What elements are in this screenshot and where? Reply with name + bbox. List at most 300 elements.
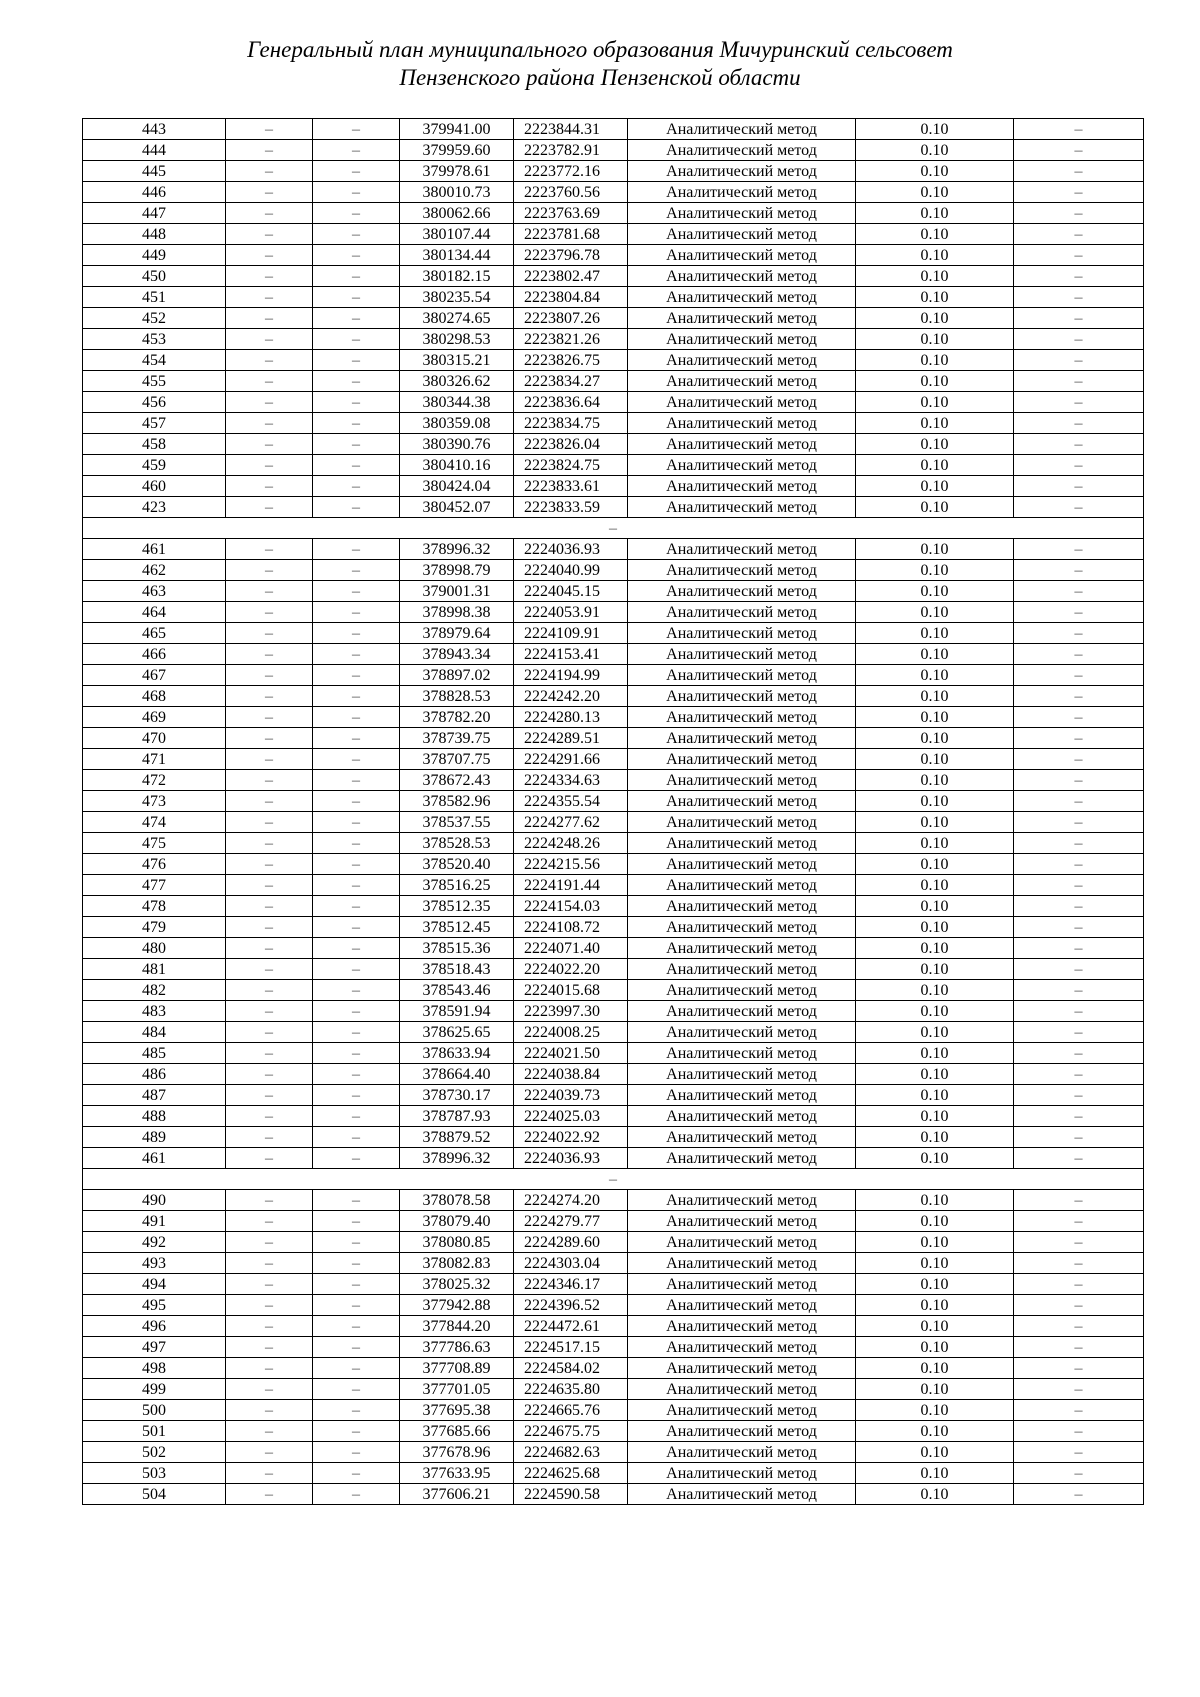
empty-dash-cell: – — [226, 329, 313, 350]
empty-dash-cell: – — [226, 1022, 313, 1043]
empty-dash-cell: – — [226, 917, 313, 938]
empty-dash-cell: – — [1014, 1106, 1144, 1127]
table-row — [83, 644, 1144, 665]
accuracy-cell: 0.10 — [856, 1295, 1014, 1316]
method-cell: Аналитический метод — [628, 1127, 856, 1148]
empty-dash-cell: – — [313, 245, 400, 266]
method-cell: Аналитический метод — [628, 623, 856, 644]
method-cell: Аналитический метод — [628, 917, 856, 938]
point-number-cell: 500 — [83, 1400, 226, 1421]
method-cell: Аналитический метод — [628, 161, 856, 182]
coordinate-x-cell: 377786.63 — [400, 1337, 514, 1358]
coordinate-x-cell: 380452.07 — [400, 497, 514, 518]
coordinate-y-cell: 2224036.93 — [514, 539, 628, 560]
accuracy-cell: 0.10 — [856, 1148, 1014, 1169]
empty-dash-cell: – — [1014, 623, 1144, 644]
table-row — [83, 560, 1144, 581]
empty-dash-cell: – — [226, 1421, 313, 1442]
empty-dash-cell: – — [1014, 266, 1144, 287]
empty-dash-cell: – — [313, 854, 400, 875]
table-row — [83, 980, 1144, 1001]
empty-dash-cell: – — [226, 581, 313, 602]
method-cell: Аналитический метод — [628, 812, 856, 833]
point-number-cell: 493 — [83, 1253, 226, 1274]
table-row — [83, 1337, 1144, 1358]
point-number-cell: 466 — [83, 644, 226, 665]
table-row — [83, 455, 1144, 476]
method-cell: Аналитический метод — [628, 1316, 856, 1337]
method-cell: Аналитический метод — [628, 1274, 856, 1295]
empty-dash-cell: – — [313, 980, 400, 1001]
coordinate-y-cell: 2223826.75 — [514, 350, 628, 371]
empty-dash-cell: – — [226, 644, 313, 665]
empty-dash-cell: – — [313, 476, 400, 497]
method-cell: Аналитический метод — [628, 224, 856, 245]
empty-dash-cell: – — [1014, 644, 1144, 665]
coordinate-y-cell: 2224625.68 — [514, 1463, 628, 1484]
empty-dash-cell: – — [1014, 1484, 1144, 1505]
coordinate-x-cell: 377844.20 — [400, 1316, 514, 1337]
empty-dash-cell: – — [313, 875, 400, 896]
empty-dash-cell: – — [313, 707, 400, 728]
empty-dash-cell: – — [313, 1253, 400, 1274]
table-row — [83, 161, 1144, 182]
accuracy-cell: 0.10 — [856, 896, 1014, 917]
coordinate-y-cell: 2223833.61 — [514, 476, 628, 497]
method-cell: Аналитический метод — [628, 1064, 856, 1085]
accuracy-cell: 0.10 — [856, 1253, 1014, 1274]
coordinate-x-cell: 380315.21 — [400, 350, 514, 371]
empty-dash-cell: – — [313, 329, 400, 350]
point-number-cell: 454 — [83, 350, 226, 371]
empty-dash-cell: – — [313, 581, 400, 602]
coordinate-x-cell: 377695.38 — [400, 1400, 514, 1421]
coordinate-y-cell: 2224191.44 — [514, 875, 628, 896]
empty-dash-cell: – — [226, 392, 313, 413]
table-row — [83, 917, 1144, 938]
table-row — [83, 182, 1144, 203]
accuracy-cell: 0.10 — [856, 140, 1014, 161]
table-row — [83, 476, 1144, 497]
point-number-cell: 448 — [83, 224, 226, 245]
coordinate-y-cell: 2224242.20 — [514, 686, 628, 707]
coordinate-y-cell: 2224036.93 — [514, 1148, 628, 1169]
accuracy-cell: 0.10 — [856, 602, 1014, 623]
coordinate-x-cell: 378739.75 — [400, 728, 514, 749]
empty-dash-cell: – — [1014, 1400, 1144, 1421]
empty-dash-cell: – — [313, 539, 400, 560]
empty-dash-cell: – — [1014, 245, 1144, 266]
method-cell: Аналитический метод — [628, 1421, 856, 1442]
point-number-cell: 499 — [83, 1379, 226, 1400]
method-cell: Аналитический метод — [628, 1463, 856, 1484]
coordinate-y-cell: 2224590.58 — [514, 1484, 628, 1505]
table-row — [83, 308, 1144, 329]
coordinate-x-cell: 380107.44 — [400, 224, 514, 245]
coordinate-y-cell: 2223782.91 — [514, 140, 628, 161]
method-cell: Аналитический метод — [628, 896, 856, 917]
empty-dash-cell: – — [226, 308, 313, 329]
empty-dash-cell: – — [226, 182, 313, 203]
point-number-cell: 495 — [83, 1295, 226, 1316]
point-number-cell: 496 — [83, 1316, 226, 1337]
point-number-cell: 504 — [83, 1484, 226, 1505]
empty-dash-cell: – — [313, 1295, 400, 1316]
method-cell: Аналитический метод — [628, 686, 856, 707]
point-number-cell: 445 — [83, 161, 226, 182]
coordinate-y-cell: 2223824.75 — [514, 455, 628, 476]
table-row — [83, 266, 1144, 287]
coordinate-y-cell: 2224277.62 — [514, 812, 628, 833]
method-cell: Аналитический метод — [628, 413, 856, 434]
table-row — [83, 959, 1144, 980]
table-row — [83, 707, 1144, 728]
accuracy-cell: 0.10 — [856, 833, 1014, 854]
method-cell: Аналитический метод — [628, 728, 856, 749]
point-number-cell: 480 — [83, 938, 226, 959]
empty-dash-cell: – — [226, 1043, 313, 1064]
coordinate-x-cell: 380390.76 — [400, 434, 514, 455]
empty-dash-cell: – — [1014, 875, 1144, 896]
empty-dash-cell: – — [313, 728, 400, 749]
page-header — [0, 36, 1200, 92]
empty-dash-cell: – — [226, 266, 313, 287]
empty-dash-cell: – — [226, 371, 313, 392]
method-cell: Аналитический метод — [628, 1484, 856, 1505]
accuracy-cell: 0.10 — [856, 1400, 1014, 1421]
empty-dash-cell: – — [1014, 1295, 1144, 1316]
coordinate-x-cell: 379001.31 — [400, 581, 514, 602]
table-row — [83, 854, 1144, 875]
empty-dash-cell: – — [226, 1442, 313, 1463]
empty-dash-cell: – — [313, 1337, 400, 1358]
empty-dash-cell: – — [1014, 413, 1144, 434]
coordinate-y-cell: 2223796.78 — [514, 245, 628, 266]
coordinate-x-cell: 378672.43 — [400, 770, 514, 791]
table-row — [83, 749, 1144, 770]
accuracy-cell: 0.10 — [856, 749, 1014, 770]
method-cell: Аналитический метод — [628, 140, 856, 161]
empty-dash-cell: – — [1014, 1379, 1144, 1400]
coordinate-y-cell: 2224153.41 — [514, 644, 628, 665]
empty-dash-cell: – — [313, 203, 400, 224]
method-cell: Аналитический метод — [628, 980, 856, 1001]
coordinate-x-cell: 377942.88 — [400, 1295, 514, 1316]
empty-dash-cell: – — [1014, 455, 1144, 476]
point-number-cell: 470 — [83, 728, 226, 749]
accuracy-cell: 0.10 — [856, 308, 1014, 329]
empty-dash-cell: – — [226, 1463, 313, 1484]
method-cell: Аналитический метод — [628, 791, 856, 812]
coordinate-x-cell: 380010.73 — [400, 182, 514, 203]
coordinates-table — [82, 118, 1144, 1505]
empty-dash-cell: – — [1014, 1421, 1144, 1442]
coordinate-x-cell: 380359.08 — [400, 413, 514, 434]
empty-dash-cell: – — [313, 1421, 400, 1442]
empty-dash-cell: – — [1014, 224, 1144, 245]
empty-dash-cell: – — [313, 686, 400, 707]
table-row — [83, 1421, 1144, 1442]
accuracy-cell: 0.10 — [856, 476, 1014, 497]
empty-dash-cell: – — [1014, 1232, 1144, 1253]
empty-dash-cell: – — [313, 812, 400, 833]
table-row — [83, 581, 1144, 602]
accuracy-cell: 0.10 — [856, 1022, 1014, 1043]
coordinates-table-body — [83, 119, 1144, 1505]
accuracy-cell: 0.10 — [856, 917, 1014, 938]
empty-dash-cell: – — [226, 245, 313, 266]
empty-dash-cell: – — [226, 959, 313, 980]
coordinate-x-cell: 378082.83 — [400, 1253, 514, 1274]
coordinate-y-cell: 2224665.76 — [514, 1400, 628, 1421]
empty-dash-cell: – — [226, 476, 313, 497]
coordinate-y-cell: 2224022.20 — [514, 959, 628, 980]
table-row — [83, 1358, 1144, 1379]
accuracy-cell: 0.10 — [856, 1421, 1014, 1442]
empty-dash-cell: – — [226, 1379, 313, 1400]
accuracy-cell: 0.10 — [856, 791, 1014, 812]
accuracy-cell: 0.10 — [856, 266, 1014, 287]
accuracy-cell: 0.10 — [856, 1379, 1014, 1400]
empty-dash-cell: – — [313, 917, 400, 938]
table-row — [83, 1484, 1144, 1505]
table-row — [83, 1064, 1144, 1085]
empty-dash-cell: – — [226, 287, 313, 308]
method-cell: Аналитический метод — [628, 644, 856, 665]
method-cell: Аналитический метод — [628, 560, 856, 581]
empty-dash-cell: – — [1014, 749, 1144, 770]
empty-dash-cell: – — [1014, 476, 1144, 497]
empty-dash-cell: – — [226, 602, 313, 623]
empty-dash-cell: – — [1014, 707, 1144, 728]
coordinate-x-cell: 378996.32 — [400, 1148, 514, 1169]
accuracy-cell: 0.10 — [856, 959, 1014, 980]
method-cell: Аналитический метод — [628, 770, 856, 791]
method-cell: Аналитический метод — [628, 287, 856, 308]
coordinate-x-cell: 378664.40 — [400, 1064, 514, 1085]
empty-dash-cell: – — [226, 1316, 313, 1337]
table-row — [83, 1232, 1144, 1253]
coordinate-x-cell: 378025.32 — [400, 1274, 514, 1295]
coordinate-x-cell: 378707.75 — [400, 749, 514, 770]
point-number-cell: 503 — [83, 1463, 226, 1484]
coordinate-y-cell: 2224289.51 — [514, 728, 628, 749]
empty-dash-cell: – — [226, 1295, 313, 1316]
empty-dash-cell: – — [313, 119, 400, 140]
coordinate-y-cell: 2224071.40 — [514, 938, 628, 959]
method-cell: Аналитический метод — [628, 1022, 856, 1043]
accuracy-cell: 0.10 — [856, 560, 1014, 581]
empty-dash-cell: – — [1014, 686, 1144, 707]
empty-dash-cell: – — [226, 980, 313, 1001]
empty-dash-cell: – — [313, 1064, 400, 1085]
empty-dash-cell: – — [226, 1001, 313, 1022]
empty-dash-cell: – — [313, 1190, 400, 1211]
empty-dash-cell: – — [1014, 980, 1144, 1001]
table-row — [83, 1022, 1144, 1043]
empty-dash-cell: – — [1014, 203, 1144, 224]
method-cell: Аналитический метод — [628, 392, 856, 413]
empty-dash-cell: – — [1014, 1022, 1144, 1043]
coordinate-y-cell: 2224040.99 — [514, 560, 628, 581]
table-row — [83, 812, 1144, 833]
empty-dash-cell: – — [1014, 665, 1144, 686]
point-number-cell: 474 — [83, 812, 226, 833]
table-row — [83, 140, 1144, 161]
coordinate-x-cell: 380182.15 — [400, 266, 514, 287]
coordinate-x-cell: 377633.95 — [400, 1463, 514, 1484]
table-row — [83, 1001, 1144, 1022]
empty-dash-cell: – — [1014, 1190, 1144, 1211]
coordinate-x-cell: 380235.54 — [400, 287, 514, 308]
table-row — [83, 434, 1144, 455]
accuracy-cell: 0.10 — [856, 497, 1014, 518]
coordinate-x-cell: 378078.58 — [400, 1190, 514, 1211]
table-row — [83, 392, 1144, 413]
coordinate-x-cell: 378518.43 — [400, 959, 514, 980]
empty-dash-cell: – — [226, 1085, 313, 1106]
coordinate-x-cell: 380410.16 — [400, 455, 514, 476]
empty-dash-cell: – — [1014, 1316, 1144, 1337]
empty-dash-cell: – — [226, 812, 313, 833]
table-row — [83, 1106, 1144, 1127]
point-number-cell: 488 — [83, 1106, 226, 1127]
table-row — [83, 770, 1144, 791]
coordinate-y-cell: 2224015.68 — [514, 980, 628, 1001]
method-cell: Аналитический метод — [628, 1253, 856, 1274]
contour-separator-row — [83, 518, 1144, 539]
method-cell: Аналитический метод — [628, 371, 856, 392]
empty-dash-cell: – — [1014, 896, 1144, 917]
empty-dash-cell: – — [1014, 392, 1144, 413]
table-row — [83, 119, 1144, 140]
method-cell: Аналитический метод — [628, 497, 856, 518]
table-row — [83, 1316, 1144, 1337]
method-cell: Аналитический метод — [628, 665, 856, 686]
accuracy-cell: 0.10 — [856, 875, 1014, 896]
coordinate-x-cell: 377678.96 — [400, 1442, 514, 1463]
table-row — [83, 896, 1144, 917]
accuracy-cell: 0.10 — [856, 539, 1014, 560]
empty-dash-cell: – — [226, 833, 313, 854]
point-number-cell: 497 — [83, 1337, 226, 1358]
accuracy-cell: 0.10 — [856, 1232, 1014, 1253]
coordinate-y-cell: 2223836.64 — [514, 392, 628, 413]
coordinate-x-cell: 378787.93 — [400, 1106, 514, 1127]
table-row — [83, 1442, 1144, 1463]
empty-dash-cell: – — [313, 1463, 400, 1484]
point-number-cell: 465 — [83, 623, 226, 644]
method-cell: Аналитический метод — [628, 1232, 856, 1253]
coordinate-x-cell: 380062.66 — [400, 203, 514, 224]
empty-dash-cell: – — [313, 371, 400, 392]
coordinate-y-cell: 2224008.25 — [514, 1022, 628, 1043]
coordinate-x-cell: 379959.60 — [400, 140, 514, 161]
point-number-cell: 481 — [83, 959, 226, 980]
accuracy-cell: 0.10 — [856, 1442, 1014, 1463]
table-row — [83, 287, 1144, 308]
point-number-cell: 453 — [83, 329, 226, 350]
coordinate-y-cell: 2224635.80 — [514, 1379, 628, 1400]
coordinate-x-cell: 378979.64 — [400, 623, 514, 644]
coordinate-x-cell: 378079.40 — [400, 1211, 514, 1232]
coordinate-y-cell: 2224248.26 — [514, 833, 628, 854]
empty-dash-cell: – — [226, 1211, 313, 1232]
empty-dash-cell: – — [313, 1127, 400, 1148]
coordinate-y-cell: 2224289.60 — [514, 1232, 628, 1253]
table-row — [83, 728, 1144, 749]
point-number-cell: 478 — [83, 896, 226, 917]
coordinate-y-cell: 2223821.26 — [514, 329, 628, 350]
point-number-cell: 487 — [83, 1085, 226, 1106]
coordinate-x-cell: 378582.96 — [400, 791, 514, 812]
point-number-cell: 461 — [83, 539, 226, 560]
empty-dash-cell: – — [1014, 1148, 1144, 1169]
empty-dash-cell: – — [1014, 854, 1144, 875]
point-number-cell: 485 — [83, 1043, 226, 1064]
accuracy-cell: 0.10 — [856, 1358, 1014, 1379]
coordinate-x-cell: 378998.38 — [400, 602, 514, 623]
table-row — [83, 1274, 1144, 1295]
method-cell: Аналитический метод — [628, 308, 856, 329]
accuracy-cell: 0.10 — [856, 980, 1014, 1001]
accuracy-cell: 0.10 — [856, 1190, 1014, 1211]
coordinate-x-cell: 377606.21 — [400, 1484, 514, 1505]
table-row — [83, 1400, 1144, 1421]
coordinate-x-cell: 378625.65 — [400, 1022, 514, 1043]
coordinate-y-cell: 2224279.77 — [514, 1211, 628, 1232]
empty-dash-cell: – — [1014, 1043, 1144, 1064]
table-row — [83, 1148, 1144, 1169]
point-number-cell: 476 — [83, 854, 226, 875]
coordinate-x-cell: 378828.53 — [400, 686, 514, 707]
point-number-cell: 457 — [83, 413, 226, 434]
accuracy-cell: 0.10 — [856, 644, 1014, 665]
empty-dash-cell: – — [1014, 1064, 1144, 1085]
empty-dash-cell: – — [1014, 497, 1144, 518]
coordinate-y-cell: 2224355.54 — [514, 791, 628, 812]
empty-dash-cell: – — [313, 770, 400, 791]
table-row — [83, 224, 1144, 245]
coordinate-y-cell: 2223834.27 — [514, 371, 628, 392]
coordinate-y-cell: 2224346.17 — [514, 1274, 628, 1295]
accuracy-cell: 0.10 — [856, 455, 1014, 476]
empty-dash-cell: – — [313, 392, 400, 413]
empty-dash-cell: – — [313, 938, 400, 959]
coordinate-x-cell: 378516.25 — [400, 875, 514, 896]
coordinate-x-cell: 378633.94 — [400, 1043, 514, 1064]
empty-dash-cell: – — [1014, 602, 1144, 623]
empty-dash-cell: – — [313, 1106, 400, 1127]
empty-dash-cell: – — [1014, 1211, 1144, 1232]
empty-dash-cell: – — [226, 686, 313, 707]
empty-dash-cell: – — [313, 413, 400, 434]
empty-dash-cell: – — [1014, 350, 1144, 371]
accuracy-cell: 0.10 — [856, 728, 1014, 749]
empty-dash-cell: – — [313, 161, 400, 182]
method-cell: Аналитический метод — [628, 1190, 856, 1211]
accuracy-cell: 0.10 — [856, 119, 1014, 140]
table-row — [83, 1379, 1144, 1400]
coordinate-y-cell: 2223844.31 — [514, 119, 628, 140]
empty-dash-cell: – — [313, 434, 400, 455]
accuracy-cell: 0.10 — [856, 329, 1014, 350]
empty-dash-cell: – — [226, 1190, 313, 1211]
empty-dash-cell: – — [313, 1085, 400, 1106]
accuracy-cell: 0.10 — [856, 812, 1014, 833]
method-cell: Аналитический метод — [628, 1295, 856, 1316]
empty-dash-cell: – — [313, 1358, 400, 1379]
